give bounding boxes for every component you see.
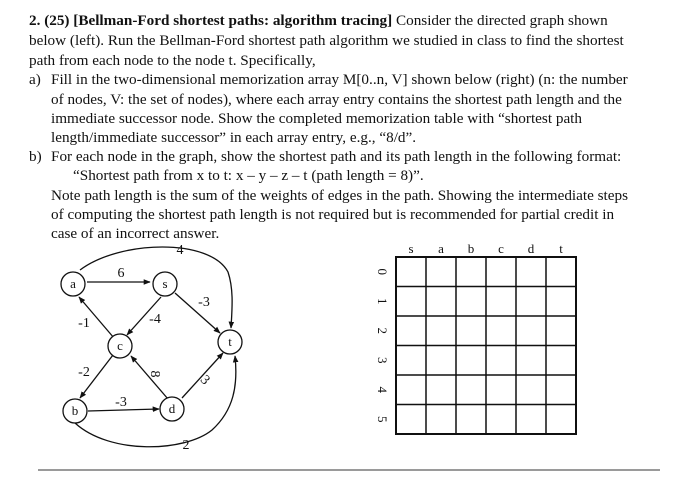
node-label-d: d: [168, 401, 176, 416]
table-cell: [456, 375, 486, 405]
row-header: 3: [375, 357, 390, 364]
problem-title: 2. (25) [Bellman-Ford shortest paths: algorithm tracing]: [29, 12, 393, 29]
row-header: 5: [375, 416, 390, 423]
bottom-divider: [38, 469, 660, 471]
weight-b-d: -3: [115, 395, 127, 410]
weight-d-c: 8: [147, 370, 162, 378]
table-cell: [486, 257, 516, 287]
row-header: 2: [375, 327, 390, 334]
column-header: a: [438, 241, 444, 256]
weight-s-c: -4: [149, 312, 161, 327]
table-cell: [426, 287, 456, 317]
table-cell: [486, 405, 516, 435]
table-grid: [396, 257, 576, 434]
row-header: 4: [375, 386, 390, 393]
table-cell: [516, 257, 546, 287]
table-cell: [426, 405, 456, 435]
table-cell: [456, 405, 486, 435]
table-cell: [486, 316, 516, 346]
part-b-line-1: For each node in the graph, show the shortest path and its path length in the following format:: [51, 148, 622, 165]
part-a-line-4: length/immediate successor” in each array entry, e.g., “8/d”.: [51, 129, 417, 146]
part-a-line-3: immediate successor node. Show the completed memorization table with “shortest path: [51, 110, 582, 127]
table-cell: [456, 316, 486, 346]
table-cell: [426, 316, 456, 346]
node-label-s: s: [162, 276, 168, 291]
table-cell: [546, 287, 576, 317]
weight-a-t: 4: [176, 243, 184, 258]
weight-a-s: 6: [117, 266, 125, 281]
column-header: c: [498, 241, 504, 256]
table-cell: [546, 257, 576, 287]
part-b-marker: b): [29, 148, 42, 165]
problem-line-1-rest: Consider the directed graph shown: [392, 12, 608, 29]
part-b-line-3: Note path length is the sum of the weights of edges in the path. Showing the intermediate steps: [51, 187, 629, 204]
row-header: 0: [375, 268, 390, 275]
table-cell: [516, 346, 546, 376]
node-label-b: b: [71, 403, 79, 418]
table-cell: [516, 287, 546, 317]
part-b-line-2: “Shortest path from x to t: x – y – z – t (path length = 8)”.: [73, 167, 424, 184]
column-header: d: [527, 241, 535, 256]
part-a-marker: a): [29, 71, 41, 88]
weight-c-a: -1: [78, 316, 90, 331]
weight-s-t: -3: [198, 295, 210, 310]
table-cell: [396, 375, 426, 405]
table-cell: [456, 257, 486, 287]
part-b-line-4: of computing the shortest path length is not required but is recommended for partial credit in: [51, 206, 615, 223]
column-header: s: [408, 241, 414, 256]
part-b-line-5: case of an incorrect answer.: [51, 225, 220, 242]
table-cell: [516, 375, 546, 405]
table-cell: [546, 405, 576, 435]
table-cell: [396, 405, 426, 435]
node-label-t: t: [228, 334, 232, 349]
part-a-line-2: of nodes, V: the set of nodes), where each array entry contains the shortest path length and the: [51, 91, 622, 108]
part-a-line-1: Fill in the two-dimensional memorization array M[0..n, V] shown below (right) (n: the number: [51, 71, 628, 88]
row-header: 1: [375, 298, 390, 305]
table-cell: [396, 346, 426, 376]
table-cell: [456, 287, 486, 317]
table-cell: [426, 346, 456, 376]
table-cell: [486, 287, 516, 317]
table-cell: [546, 316, 576, 346]
table-cell: [396, 287, 426, 317]
table-cell: [486, 375, 516, 405]
table-cell: [426, 257, 456, 287]
table-cell: [516, 405, 546, 435]
table-cell: [486, 346, 516, 376]
problem-line-2: below (left). Run the Bellman-Ford shortest path algorithm we studied in class to find the shortest: [29, 32, 624, 49]
problem-line-3: path from each node to the node t. Specifically,: [29, 52, 316, 69]
column-header: t: [559, 241, 563, 256]
node-label-a: a: [70, 276, 76, 291]
table-cell: [426, 375, 456, 405]
node-label-c: c: [117, 338, 123, 353]
weight-b-t: 2: [182, 438, 190, 453]
weight-c-b: -2: [78, 365, 90, 380]
table-cell: [546, 375, 576, 405]
table-cell: [396, 316, 426, 346]
table-cell: [396, 257, 426, 287]
column-header: b: [467, 241, 475, 256]
table-cell: [546, 346, 576, 376]
table-cell: [456, 346, 486, 376]
weight-d-t: 3: [196, 372, 213, 389]
table-cell: [516, 316, 546, 346]
